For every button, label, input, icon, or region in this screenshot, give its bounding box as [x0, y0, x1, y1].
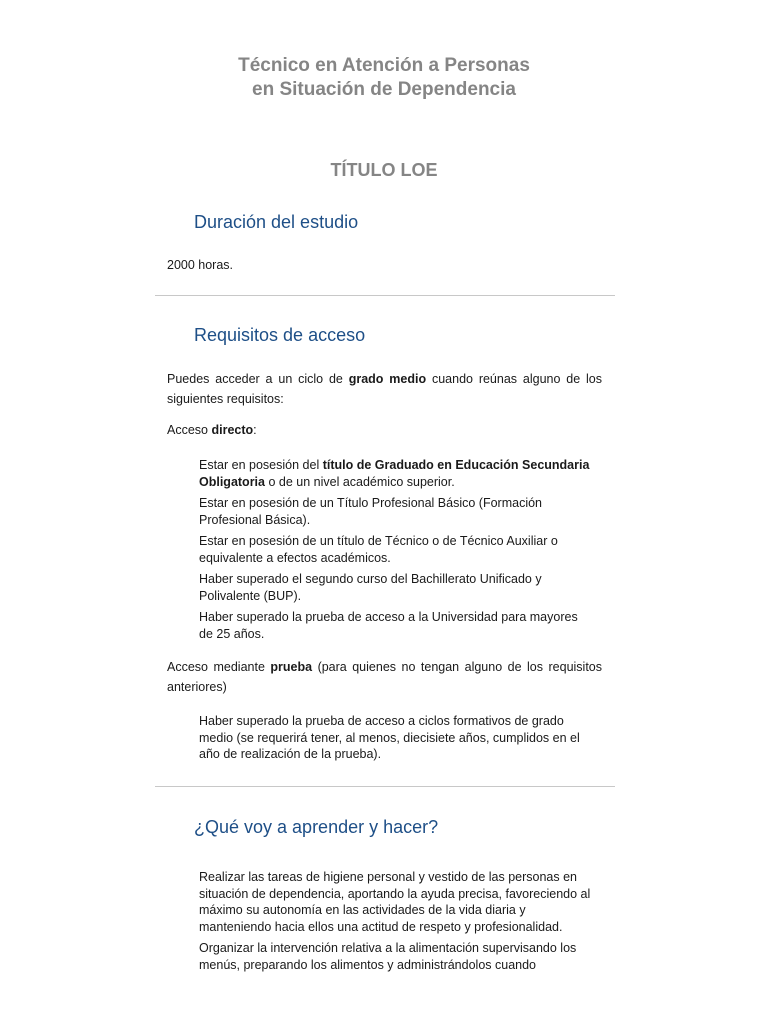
list-item: Haber superado el segundo curso del Bachillerato Unificado y Polivalente (BUP). [199, 572, 542, 603]
section-divider [155, 295, 615, 296]
page-title: Técnico en Atención a Personas en Situación de Dependencia [238, 55, 530, 100]
duracion-text: 2000 horas. [167, 258, 234, 272]
list-item: Haber superado la prueba de acceso a la Universidad para mayores de 25 años. [199, 610, 578, 641]
list-item: Estar en posesión del título de Graduado en Educación Secundaria Obligatoria o de un nivel académico superior. [199, 458, 590, 489]
requisitos-intro: Puedes acceder a un ciclo de grado medio cuando reúnas alguno de los siguientes requisitos: [167, 372, 602, 406]
acceso-directo-list [199, 457, 594, 647]
document-subtitle: TÍTULO LOE [330, 160, 438, 180]
list-item: Realizar las tareas de higiene personal y vestido de las personas en situación de dependencia, aportando la ayuda precisa, favoreciendo al máximo su autonomía en las actividades de la vida diaria y manteniendo hacia ellos una actitud de respeto y profesionalidad. [199, 870, 591, 934]
list-item: Estar en posesión de un título de Técnico o de Técnico Auxiliar o equivalente a efectos académicos. [199, 534, 558, 565]
acceso-directo-label: Acceso directo: [167, 423, 257, 437]
section-heading-duracion: Duración del estudio [194, 212, 359, 232]
section-divider [155, 786, 615, 787]
acceso-prueba-list [199, 713, 594, 768]
list-item: Haber superado la prueba de acceso a ciclos formativos de grado medio (se requerirá tener, al menos, diecisiete años, cumplidos en el año de realización de la prueba). [199, 714, 580, 761]
section-heading-requisitos: Requisitos de acceso [194, 325, 366, 345]
list-item: Organizar la intervención relativa a la alimentación supervisando los menús, preparando los alimentos y administrándolos cuando [199, 941, 577, 972]
aprender-list [199, 869, 594, 978]
acceso-prueba-label: Acceso mediante prueba (para quienes no tengan alguno de los requisitos anteriores) [167, 660, 602, 694]
section-heading-aprender: ¿Qué voy a aprender y hacer? [194, 817, 439, 837]
list-item: Estar en posesión de un Título Profesional Básico (Formación Profesional Básica). [199, 496, 543, 527]
